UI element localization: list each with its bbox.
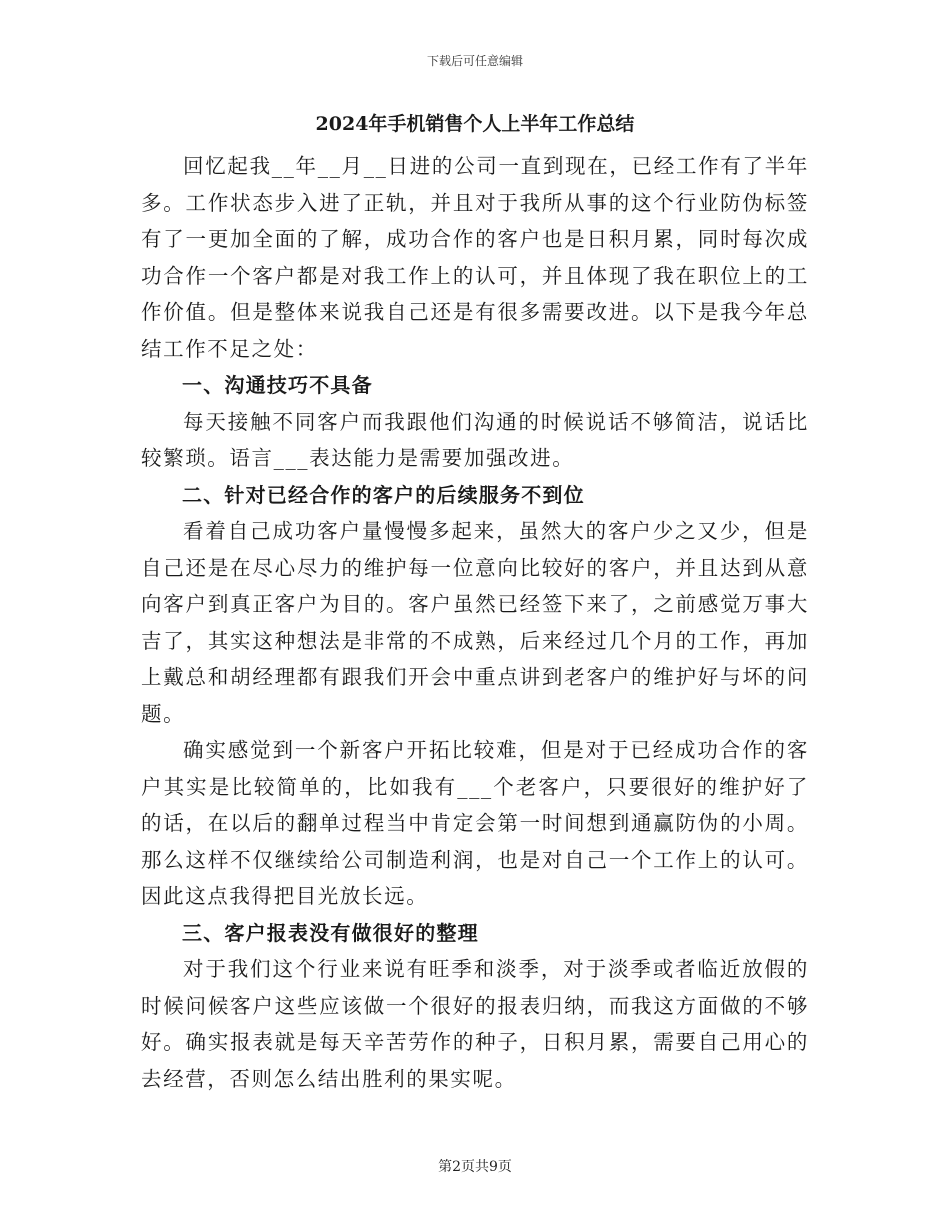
paragraph-intro: 回忆起我__年__月__日进的公司一直到现在，已经工作有了半年多。工作状态步入进了正轨，并且对于我所从事的这个行业防伪标签有了一更加全面的了解，成功合作的客户也是日积月累，同时每次成功合作一个客户都是对我工作上的认可，并且体现了我在职位上的工作价值。但是整体来说我自己还是有很多需要改进。以下是我今年总结工作不足之处： [141, 154, 809, 361]
page-header-note: 下载后可任意编辑 [426, 54, 523, 68]
page-number: 第2页共9页 [438, 1159, 512, 1175]
document-title: 2024年手机销售个人上半年工作总结 [315, 113, 635, 135]
document-body [141, 110, 809, 1097]
section-heading-1: 一、沟通技巧不具备 [182, 373, 373, 397]
section-heading-2: 二、针对已经合作的客户的后续服务不到位 [182, 482, 585, 507]
paragraph-section-2b: 确实感觉到一个新客户开拓比较难，但是对于已经成功合作的客户其实是比较简单的，比如我有___个老客户，只要很好的维护好了的话，在以后的翻单过程当中肯定会第一时间想到通赢防伪的小周。那么这样不仅继续给公司制造利润，也是对自己一个工作上的认可。因此这点我得把目光放长远。 [141, 738, 809, 908]
paragraph-section-1: 每天接触不同客户而我跟他们沟通的时候说话不够简洁，说话比较繁琐。语言___表达能力是需要加强改进。 [141, 409, 809, 470]
paragraph-section-3: 对于我们这个行业来说有旺季和淡季，对于淡季或者临近放假的时候问候客户这些应该做一个很好的报表归纳，而我这方面做的不够好。确实报表就是每天辛苦劳作的种子，日积月累，需要自己用心的去经营，否则怎么结出胜利的果实呢。 [141, 957, 809, 1091]
paragraph-section-2a: 看着自己成功客户量慢慢多起来，虽然大的客户少之又少，但是自己还是在尽心尽力的维护每一位意向比较好的客户，并且达到从意向客户到真正客户为目的。客户虽然已经签下来了，之前感觉万事大吉了，其实这种想法是非常的不成熟，后来经过几个月的工作，再加上戴总和胡经理都有跟我们开会中重点讲到老客户的维护好与坏的问题。 [141, 519, 809, 726]
section-heading-3: 三、客户报表没有做很好的整理 [182, 920, 479, 945]
